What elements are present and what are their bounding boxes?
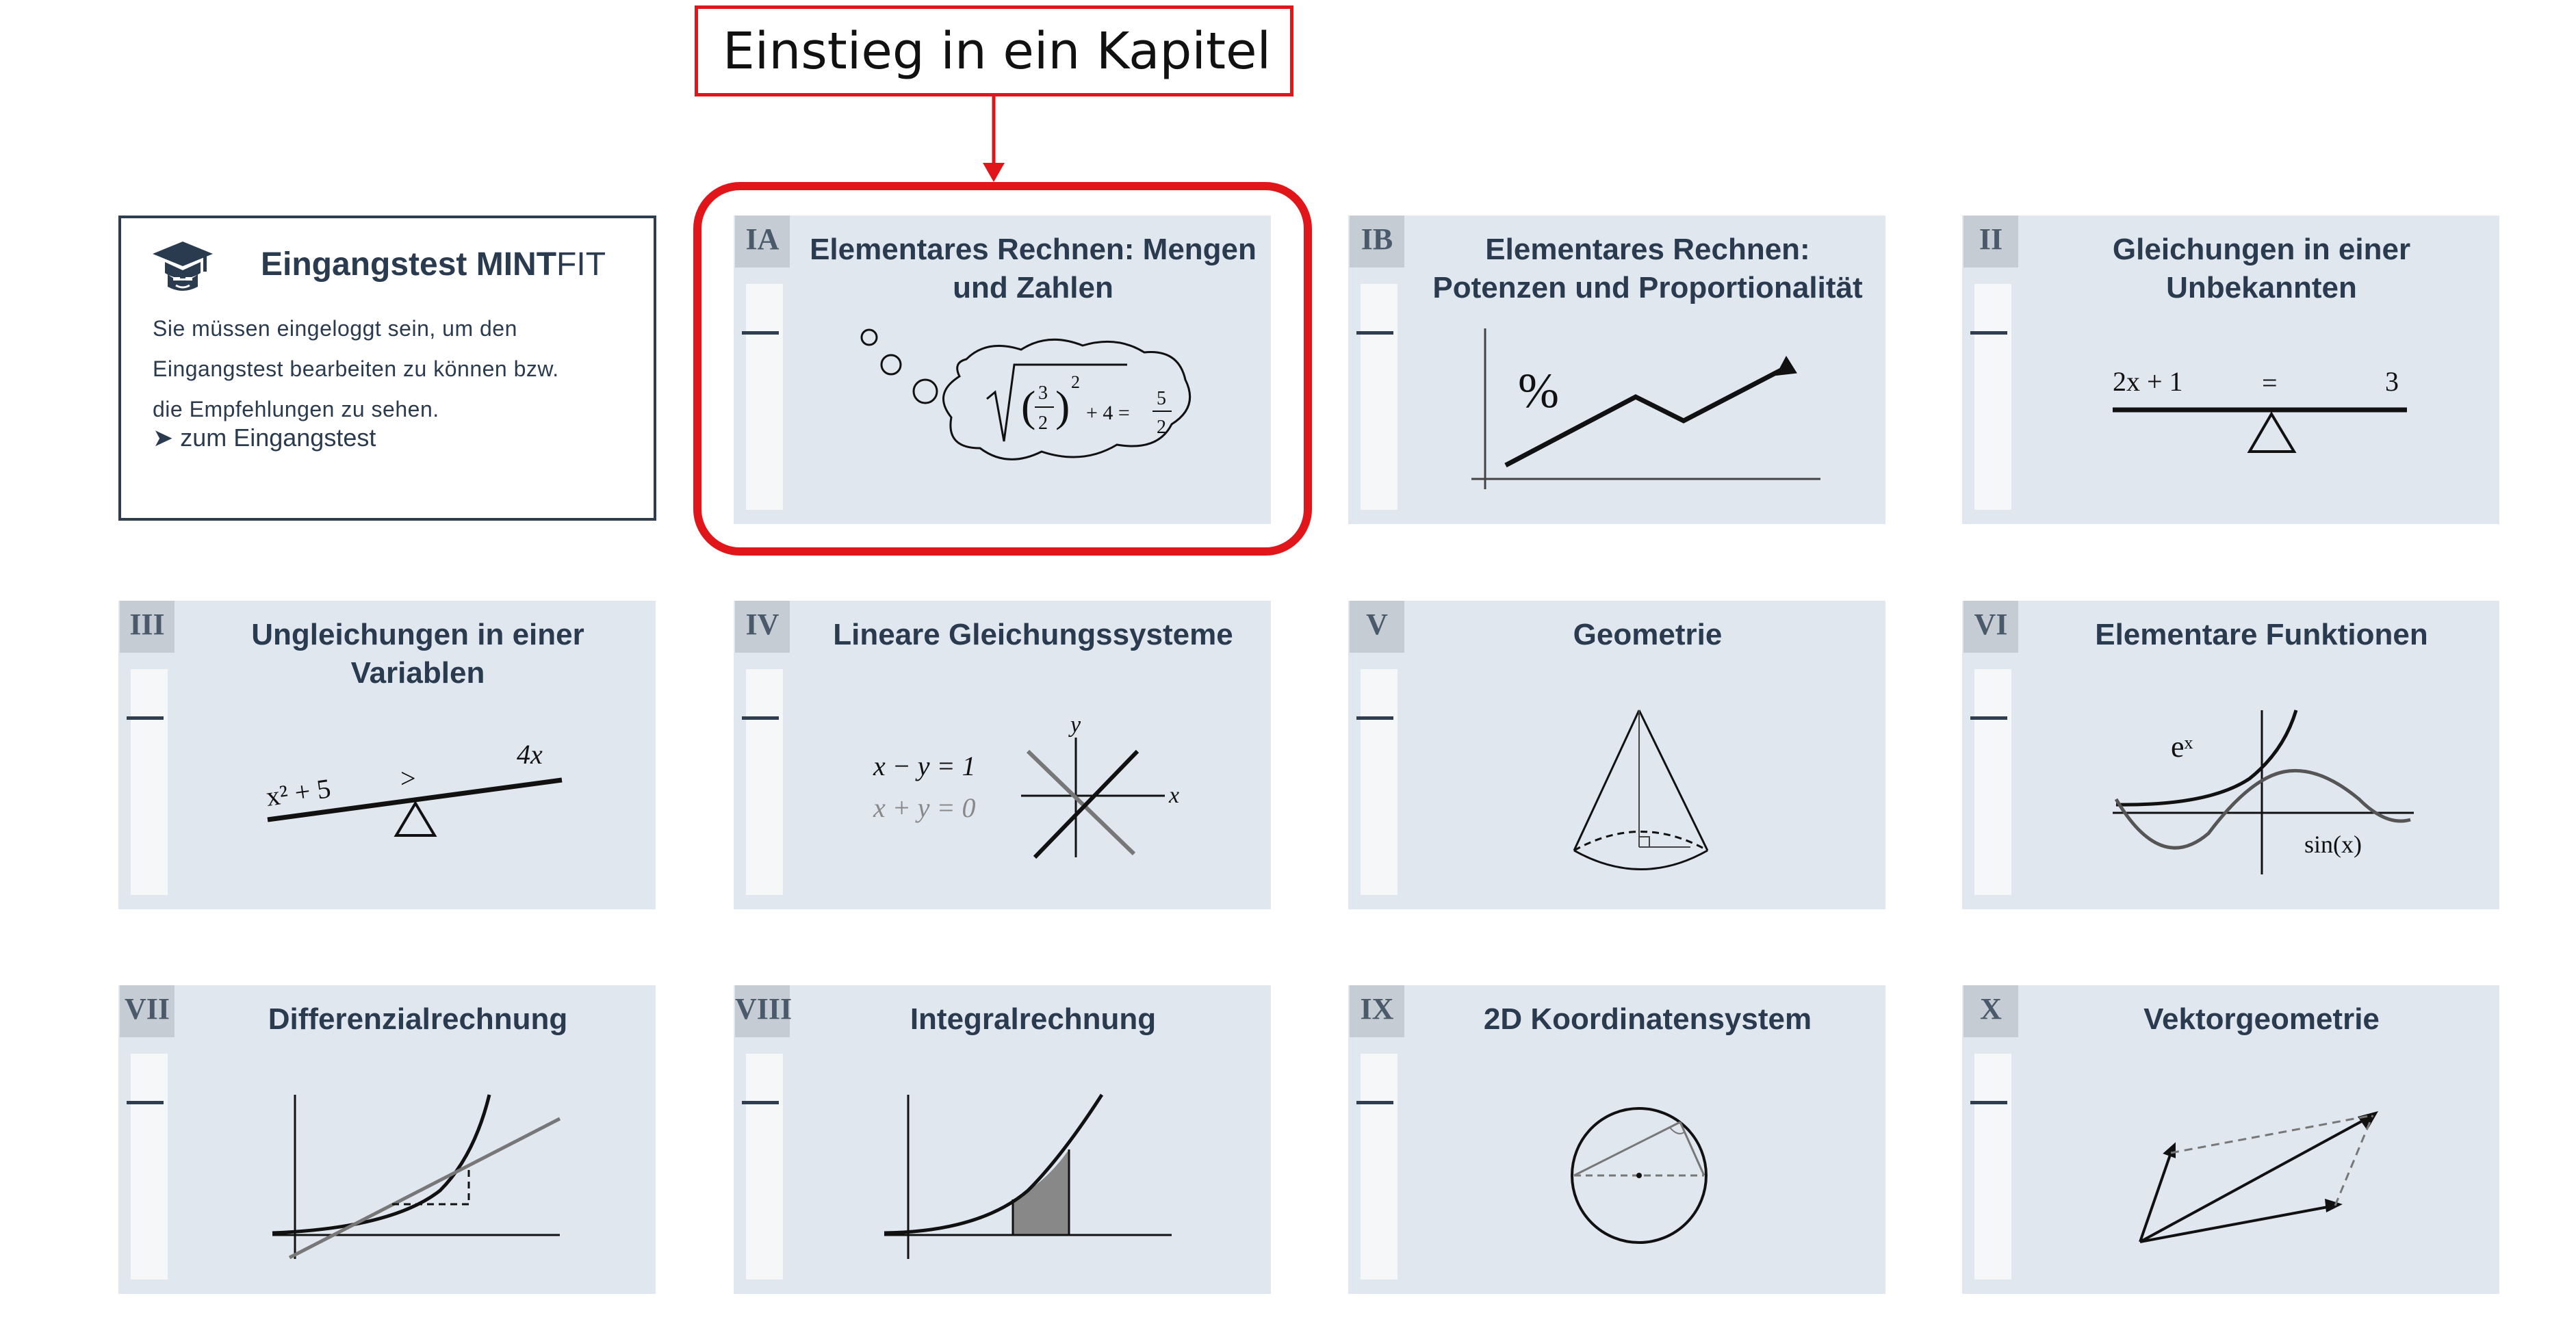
entry-test-link[interactable]: ➤ zum Eingangstest [153,424,376,452]
chapter-numeral: IV [735,601,790,653]
chapter-numeral: II [1963,216,2018,268]
svg-text:2x + 1: 2x + 1 [2113,366,2183,397]
chapter-card-viii[interactable] [734,985,1271,1294]
svg-text:+ 4 =: + 4 = [1086,402,1130,424]
tilted-seesaw-icon [118,601,656,909]
entry-test-description: Sie müssen eingeloggt sein, um den Eingangstest bearbeiten zu können bzw. die Empfehlungen zu sehen. [153,316,559,421]
svg-text:3: 3 [1038,382,1048,404]
chapter-title: Elementares Rechnen: Mengen und Zahlen [810,233,1257,304]
svg-text:=: = [2262,367,2278,398]
chapter-card-x[interactable] [1962,985,2499,1294]
svg-text:3: 3 [2385,366,2399,397]
graduate-icon [150,239,216,295]
chapter-numeral: IX [1350,985,1404,1037]
chapter-numeral: V [1350,601,1404,653]
exponential-sine-graph-icon [1962,601,2499,909]
chapter-numeral: IB [1350,216,1404,268]
chapter-title: Differenzialrechnung [268,1002,568,1036]
chapter-title: Lineare Gleichungssysteme [833,618,1233,651]
chapter-title: Integralrechnung [910,1002,1157,1036]
svg-text:sin(x): sin(x) [2304,831,2362,858]
svg-text:2: 2 [1071,372,1080,392]
chapter-numeral: VI [1963,601,2018,653]
svg-text:y: y [1070,712,1081,738]
svg-text:5: 5 [1157,388,1166,409]
percentage-growth-icon [1348,216,1885,524]
svg-text:x² + 5: x² + 5 [263,772,333,812]
svg-text:%: % [1518,363,1559,418]
svg-text:4x: 4x [517,739,543,770]
cone-icon [1348,601,1885,909]
chapter-title: Geometrie [1573,618,1723,651]
chapter-title: Ungleichungen in einer Variablen [251,618,584,690]
chapter-card-ix[interactable] [1348,985,1885,1294]
chapter-title: Elementares Rechnen: Potenzen und Proportionalität [1432,233,1863,304]
balance-scale-icon [1962,216,2499,524]
svg-text:2: 2 [1157,417,1166,438]
chapter-card-vi[interactable] [1962,601,2499,909]
chapter-numeral: IA [735,216,790,268]
vector-parallelogram-icon [1962,985,2499,1294]
svg-text:): ) [1055,382,1070,430]
callout-highlight-ring [693,182,1312,556]
svg-text:x: x [1169,783,1180,808]
chapter-title: Vektorgeometrie [2143,1002,2380,1036]
chapter-numeral: X [1963,985,2018,1037]
chapter-numeral: VIII [735,985,790,1037]
entry-test-panel [118,216,656,521]
callout-label: Einstieg in ein Kapitel [695,5,1293,96]
chapter-title: 2D Koordinatensystem [1483,1002,1812,1036]
callout-arrow [0,0,2576,205]
integral-area-icon [734,985,1271,1294]
svg-text:x − y = 1: x − y = 1 [873,751,976,781]
tangent-derivative-icon [118,985,656,1294]
chapter-title: Gleichungen in einer Unbekannten [2112,233,2411,304]
svg-text:(: ( [1021,382,1036,430]
entry-test-title: Eingangstest MINTFIT [261,246,606,283]
chapter-card-ii[interactable] [1962,216,2499,524]
chapter-numeral: III [120,601,175,653]
svg-text:eˣ: eˣ [2171,730,2193,764]
intersecting-lines-icon [734,601,1271,909]
chapter-card-v[interactable] [1348,601,1885,909]
svg-text:>: > [400,763,416,794]
circle-geometry-icon [1348,985,1885,1294]
chapter-card-iii[interactable] [118,601,656,909]
chapter-title: Elementare Funktionen [2095,618,2428,651]
chapter-card-ib[interactable] [1348,216,1885,524]
chapter-card-vii[interactable] [118,985,656,1294]
chapter-numeral: VII [120,985,175,1037]
svg-text:2: 2 [1038,413,1048,434]
chapter-card-iv[interactable] [734,601,1271,909]
arrow-right-icon: ➤ [153,424,174,452]
svg-text:x + y = 0: x + y = 0 [873,792,976,823]
